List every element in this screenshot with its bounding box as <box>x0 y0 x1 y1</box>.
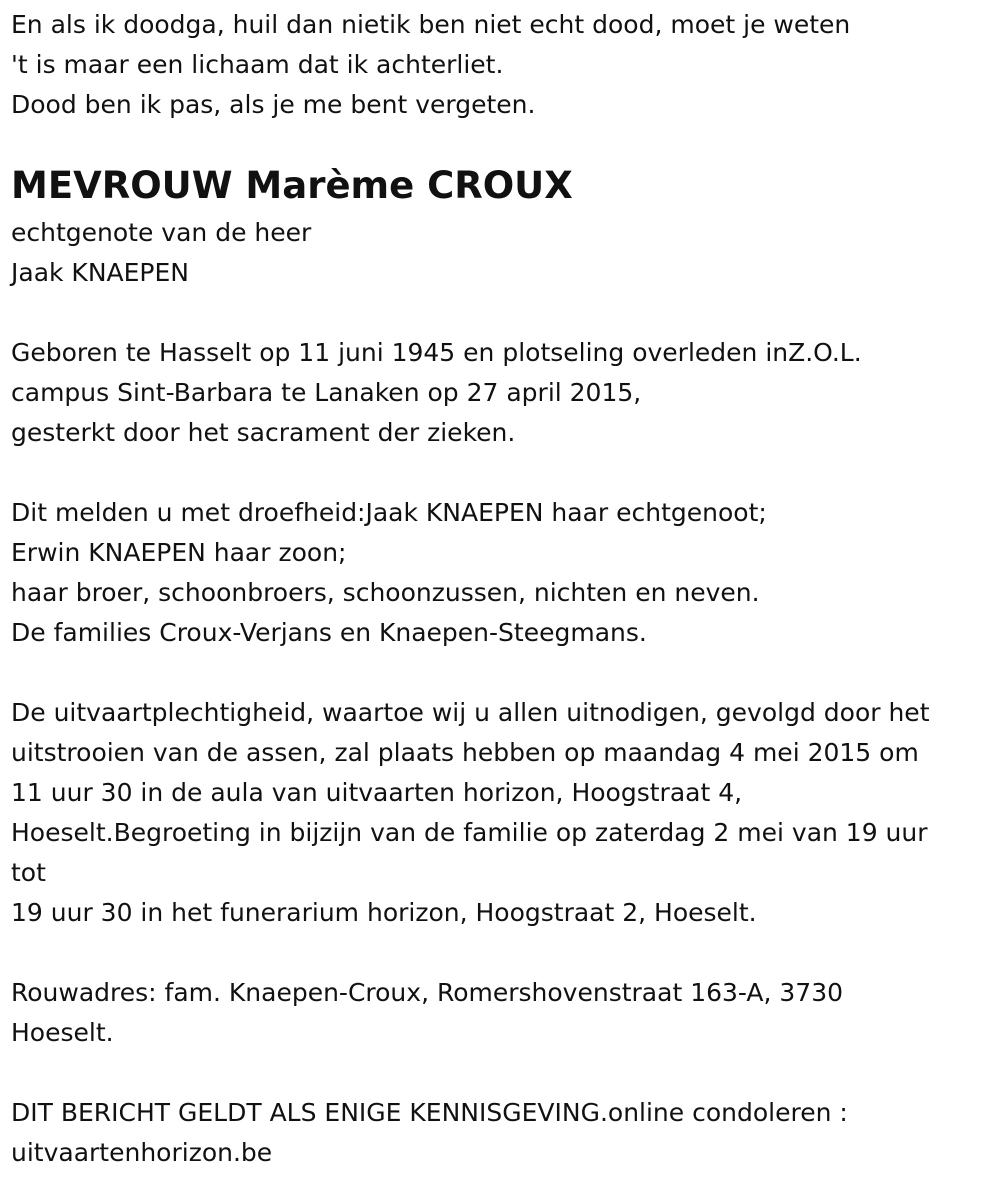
birth-death-line-1: Geboren te Hasselt op 11 juni 1945 en plotseling overleden inZ.O.L. <box>11 338 862 367</box>
deceased-name: MEVROUW Marème CROUX <box>11 164 573 207</box>
address-line-2: Hoeselt. <box>11 1018 114 1047</box>
birth-death-line-3: gesterkt door het sacrament der zieken. <box>11 418 516 447</box>
poem-line-3: Dood ben ik pas, als je me bent vergeten. <box>11 90 536 119</box>
announcement-line-2: Erwin KNAEPEN haar zoon; <box>11 538 347 567</box>
address-line-1: Rouwadres: fam. Knaepen-Croux, Romershovenstraat 163-A, 3730 <box>11 978 844 1007</box>
poem-line-1: En als ik doodga, huil dan nietik ben niet echt dood, moet je weten <box>11 10 851 39</box>
announcement-line-1: Dit melden u met droefheid:Jaak KNAEPEN haar echtgenoot; <box>11 498 767 527</box>
ceremony-line-1: De uitvaartplechtigheid, waartoe wij u allen uitnodigen, gevolgd door het <box>11 698 930 727</box>
ceremony-line-5: tot <box>11 858 46 887</box>
ceremony-line-2: uitstrooien van de assen, zal plaats hebben op maandag 4 mei 2015 om <box>11 738 919 767</box>
ceremony-line-3: 11 uur 30 in de aula van uitvaarten horizon, Hoogstraat 4, <box>11 778 743 807</box>
birth-death-line-2: campus Sint-Barbara te Lanaken op 27 april 2015, <box>11 378 642 407</box>
announcement-line-3: haar broer, schoonbroers, schoonzussen, nichten en neven. <box>11 578 760 607</box>
spouse-line-1: echtgenote van de heer <box>11 218 312 247</box>
spouse-line-2: Jaak KNAEPEN <box>11 258 190 287</box>
poem-line-2: 't is maar een lichaam dat ik achterliet. <box>11 50 504 79</box>
ceremony-line-4: Hoeselt.Begroeting in bijzijn van de familie op zaterdag 2 mei van 19 uur <box>11 818 928 847</box>
ceremony-line-6: 19 uur 30 in het funerarium horizon, Hoogstraat 2, Hoeselt. <box>11 898 757 927</box>
announcement-line-4: De families Croux-Verjans en Knaepen-Steegmans. <box>11 618 647 647</box>
footer-line-1: DIT BERICHT GELDT ALS ENIGE KENNISGEVING.online condoleren : <box>11 1098 848 1127</box>
footer-website: uitvaartenhorizon.be <box>11 1138 273 1167</box>
